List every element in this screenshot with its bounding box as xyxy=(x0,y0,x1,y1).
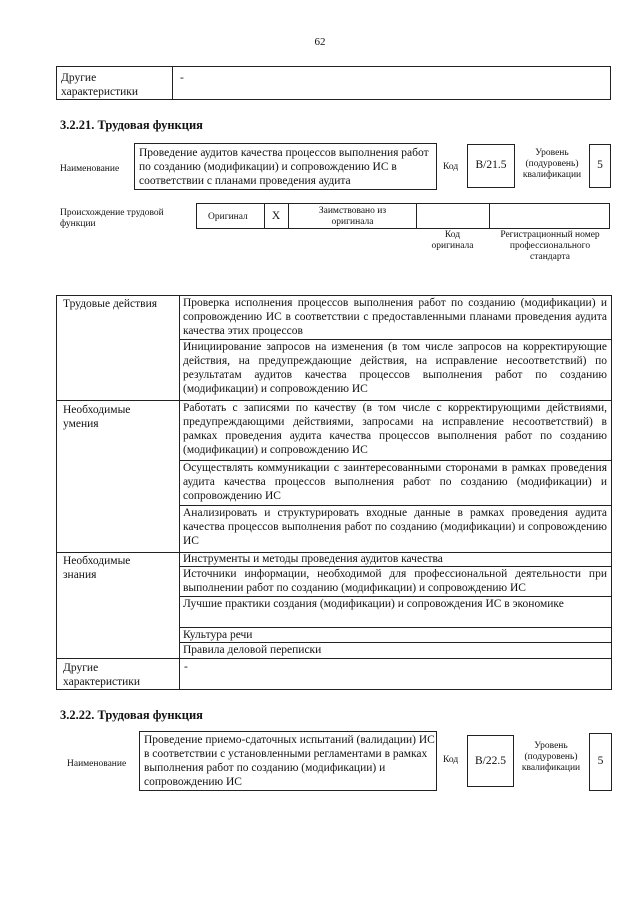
labor-actions-label: Трудовые действия xyxy=(63,298,158,310)
section-heading-3-2-22: 3.2.22. Трудовая функция xyxy=(60,708,203,722)
top-other-value: - xyxy=(180,72,184,84)
skills-label: Необходимые умения xyxy=(63,404,131,430)
other-characteristics-value: - xyxy=(184,661,188,673)
name-value-1: Проведение аудитов качества процессов выполнения работ по созданию (модификации) и сопровождению ИС в соответствии с планами проведения аудита xyxy=(139,147,429,187)
level-value-1: 5 xyxy=(597,159,603,171)
level-label-1: Уровень (подуровень) квалификации xyxy=(522,148,582,180)
name-label-2: Наименование xyxy=(67,759,127,769)
knowledge-label: Необходимые знания xyxy=(63,555,131,581)
other-characteristics-label: Другие характеристики xyxy=(63,662,141,688)
knowledge-item: Лучшие практики создания (модификации) и сопровождения ИС в экономике xyxy=(183,598,564,610)
skill-item: Работать с записями по качеству (в том числе с корректирующими действиями, предупреждающими действиями, запросами на исправление несоответствий) в рамках проведения аудита качества процессов выполнения работ по созданию (модификации) и сопровождению ИС xyxy=(183,402,607,456)
code-label-1: Код xyxy=(443,162,459,172)
name-label-1: Наименование xyxy=(60,164,120,174)
labor-action-item: Инициирование запросов на изменения (в том числе запросов на корректирующие действия, на предупреждающие действия, на исправление несоответствий) по результатам аудитов качества процессов выполнения работ по созданию (модификации) и сопровождению ИС xyxy=(183,341,607,395)
page-number: 62 xyxy=(314,36,326,48)
code-value-1: B/21.5 xyxy=(475,159,507,171)
knowledge-item: Культура речи xyxy=(183,629,253,641)
name-value-2: Проведение приемо-сдаточных испытаний (валидации) ИС в соответствии с установленными регламентами в рамках выполнения работ по созданию (модификации) и сопровождению ИС xyxy=(144,734,435,788)
level-label-2: Уровень (подуровень) квалификации xyxy=(521,741,581,773)
knowledge-item: Источники информации, необходимой для профессиональной деятельности при выполнении работ по созданию (модификации) и сопровождению ИС xyxy=(183,568,607,594)
borrowed-label: Заимствовано из оригинала xyxy=(318,206,387,227)
skill-item: Анализировать и структурировать входные данные в рамках проведения аудита качества процессов выполнения работ по созданию (модификации) и сопровождению ИС xyxy=(183,507,607,547)
original-label: Оригинал xyxy=(208,212,248,222)
origin-label: Происхождение трудовой функции xyxy=(60,208,164,229)
code-value-2: B/22.5 xyxy=(475,755,506,767)
code-label-2: Код xyxy=(443,755,459,765)
knowledge-item: Правила деловой переписки xyxy=(183,644,322,656)
section-heading-3-2-21: 3.2.21. Трудовая функция xyxy=(60,118,203,132)
level-value-2: 5 xyxy=(597,755,604,767)
reg-number-label: Регистрационный номер профессионального стандарта xyxy=(500,230,600,262)
code-original-label: Код оригинала xyxy=(431,230,474,251)
top-other-label: Другие характеристики xyxy=(61,72,139,98)
labor-action-item: Проверка исполнения процессов выполнения работ по созданию (модификации) и сопровождению ИС в соответствии с предоставленными планами проведения аудита качества этих процессов xyxy=(183,297,607,337)
knowledge-item: Инструменты и методы проведения аудитов качества xyxy=(183,553,443,565)
skill-item: Осуществлять коммуникации с заинтересованными сторонами в рамках проведения аудита качества процессов выполнения работ по созданию (модификации) и сопровождению ИС xyxy=(183,462,607,502)
original-mark: X xyxy=(271,210,281,222)
